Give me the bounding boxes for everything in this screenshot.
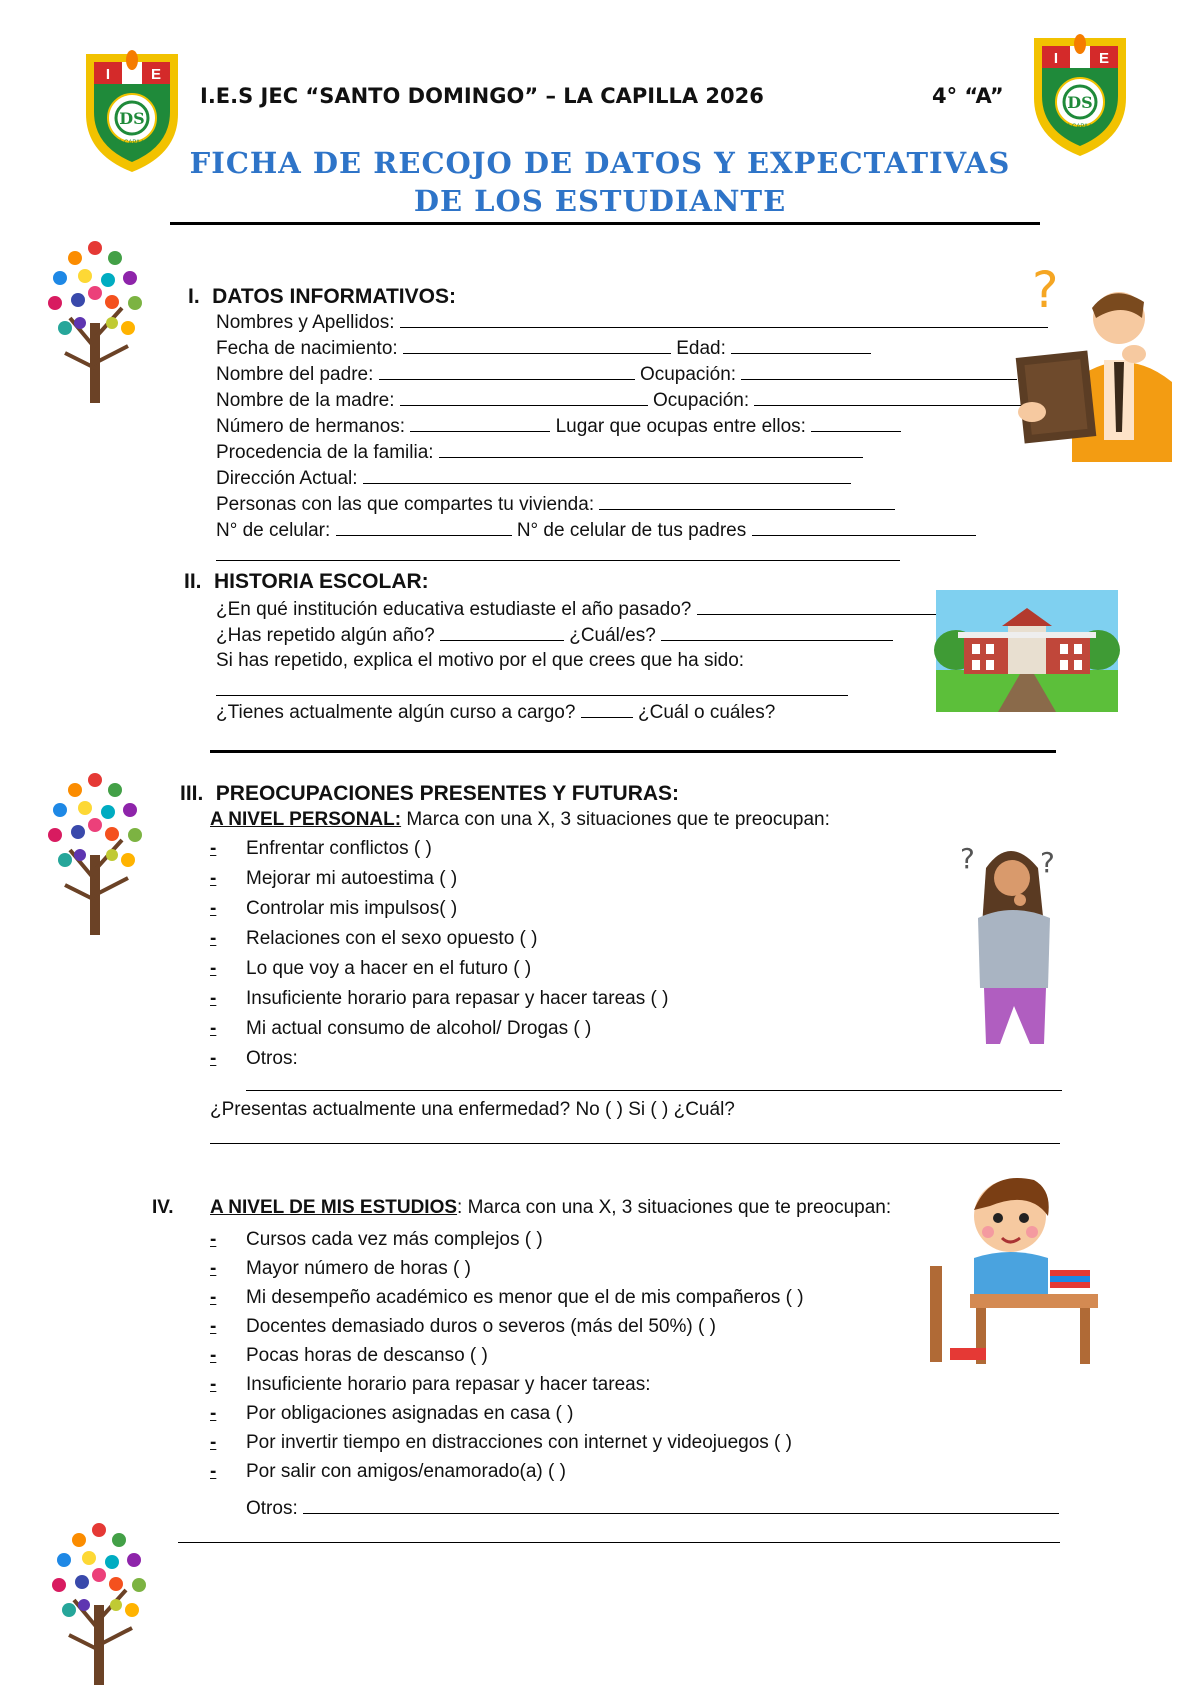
list-dash: - <box>210 1345 217 1366</box>
section1-title: DATOS INFORMATIVOS: <box>212 285 456 308</box>
input-phone[interactable] <box>336 518 512 536</box>
girl-thinking-icon <box>960 838 1070 1048</box>
label-repeated: ¿Has repetido algún año? <box>216 625 435 646</box>
label-mother: Nombre de la madre: <box>216 390 395 411</box>
personal-item[interactable]: Controlar mis impulsos( ) <box>246 898 458 919</box>
label-parents-phone: N° de celular de tus padres <box>516 520 747 541</box>
input-address[interactable] <box>363 466 851 484</box>
title-divider <box>170 222 1040 225</box>
label-origin: Procedencia de la familia: <box>216 442 434 463</box>
list-dash: - <box>210 1229 217 1250</box>
personal-level-label: A NIVEL PERSONAL: <box>210 809 402 830</box>
label-father-occupation: Ocupación: <box>639 364 737 385</box>
label-birth: Fecha de nacimiento: <box>216 338 398 359</box>
section3-heading <box>180 782 679 806</box>
school-shield-right-icon <box>1030 28 1130 158</box>
personal-item[interactable]: Insuficiente horario para repasar y hacer tareas ( ) <box>246 988 669 1009</box>
hands-tree-icon <box>40 760 150 940</box>
hands-tree-icon <box>44 1510 154 1690</box>
section1-heading <box>188 285 456 309</box>
boy-studying-icon <box>930 1166 1096 1366</box>
field-birth <box>216 336 871 361</box>
list-dash: - <box>210 1287 217 1308</box>
list-dash: - <box>210 988 217 1009</box>
shield-letter-e: E <box>150 66 162 83</box>
studies-item[interactable]: Por invertir tiempo en distracciones con internet y videojuegos ( ) <box>246 1432 792 1453</box>
list-dash: - <box>210 898 217 919</box>
field-father <box>216 362 1017 387</box>
label-names: Nombres y Apellidos: <box>216 312 395 333</box>
section1-number: I. <box>188 285 200 308</box>
section1-end-line <box>216 560 900 561</box>
section2-number: II. <box>184 570 202 593</box>
grade-label: 4° “A” <box>932 84 1004 108</box>
personal-item[interactable]: Mejorar mi autoestima ( ) <box>246 868 458 889</box>
input-which-year[interactable] <box>661 623 893 641</box>
personal-item[interactable]: Enfrentar conflictos ( ) <box>246 838 432 859</box>
studies-level-label: A NIVEL DE MIS ESTUDIOS <box>210 1197 458 1218</box>
field-people <box>216 492 895 517</box>
input-origin[interactable] <box>439 440 863 458</box>
list-dash: - <box>210 1258 217 1279</box>
label-mother-occupation: Ocupación: <box>653 390 750 411</box>
input-pending-course[interactable] <box>581 700 633 718</box>
list-dash: - <box>210 838 217 859</box>
page-title-line2: DE LOS ESTUDIANTE <box>413 184 787 218</box>
q-reason: Si has repetido, explica el motivo por el que crees que ha sido: <box>216 650 745 671</box>
list-dash: - <box>210 1374 217 1395</box>
input-birth[interactable] <box>403 336 671 354</box>
studies-item[interactable]: Mi desempeño académico es menor que el de mis compañeros ( ) <box>246 1287 804 1308</box>
studies-level-instruction: : Marca con una X, 3 situaciones que te preocupan: <box>457 1197 892 1218</box>
field-mother <box>216 388 1022 413</box>
studies-item[interactable]: Mayor número de horas ( ) <box>246 1258 471 1279</box>
input-siblings[interactable] <box>410 414 550 432</box>
personal-level-instruction: Marca con una X, 3 situaciones que te preocupan: <box>401 809 830 830</box>
shield-letter-i: I <box>105 66 111 83</box>
label-address: Dirección Actual: <box>216 468 358 489</box>
list-dash: - <box>210 1403 217 1424</box>
q-pending-course <box>216 700 775 725</box>
svg-text:?: ? <box>960 842 975 875</box>
input-mother[interactable] <box>400 388 648 406</box>
studies-item[interactable]: Por salir con amigos/enamorado(a) ( ) <box>246 1461 566 1482</box>
section3-title: PREOCUPACIONES PRESENTES Y FUTURAS: <box>215 782 680 805</box>
section4-subheading <box>210 1196 891 1220</box>
shield-ring-text: LA CAPILLA <box>1063 124 1097 130</box>
input-father[interactable] <box>379 362 635 380</box>
input-illness[interactable] <box>210 1143 1060 1144</box>
section3-subheading <box>210 808 830 832</box>
list-dash: - <box>210 958 217 979</box>
label-position: Lugar que ocupas entre ellos: <box>555 416 806 437</box>
input-studies-others[interactable] <box>303 1496 1059 1514</box>
field-siblings <box>216 414 901 439</box>
svg-text:?: ? <box>1032 261 1059 319</box>
label-studies-others: Otros: <box>246 1498 298 1519</box>
input-parents-phone[interactable] <box>752 518 976 536</box>
personal-item-others[interactable]: Otros: <box>246 1048 298 1069</box>
input-reason-line[interactable] <box>216 695 848 696</box>
field-names <box>216 310 1048 335</box>
label-previous-school: ¿En qué institución educativa estudiaste el año pasado? <box>216 599 692 620</box>
input-previous-school[interactable] <box>697 597 949 615</box>
studies-others <box>246 1496 1059 1521</box>
shield-ring-text: LA CAPILLA <box>115 140 149 146</box>
section2-divider <box>210 750 1056 753</box>
input-position[interactable] <box>811 414 901 432</box>
list-dash: - <box>210 1316 217 1337</box>
studies-item[interactable]: Cursos cada vez más complejos ( ) <box>246 1229 543 1250</box>
studies-item[interactable]: Pocas horas de descanso ( ) <box>246 1345 488 1366</box>
list-dash: - <box>210 1018 217 1039</box>
section2-title: HISTORIA ESCOLAR: <box>213 570 429 593</box>
label-siblings: Número de hermanos: <box>216 416 406 437</box>
section4-number: IV. <box>152 1197 174 1218</box>
personal-item[interactable]: Relaciones con el sexo opuesto ( ) <box>246 928 538 949</box>
studies-item[interactable]: Insuficiente horario para repasar y hacer tareas: <box>246 1374 651 1395</box>
q-previous-school <box>216 597 949 622</box>
teacher-thinking-icon <box>1012 262 1172 462</box>
input-others-personal[interactable] <box>246 1090 1062 1091</box>
section4-end-line <box>178 1542 1060 1543</box>
q-illness: ¿Presentas actualmente una enfermedad? No ( ) Si ( ) ¿Cuál? <box>210 1099 735 1120</box>
hands-tree-icon <box>40 228 150 408</box>
page-title-line1: FICHA DE RECOJO DE DATOS Y EXPECTATIVAS <box>189 146 1011 180</box>
input-names[interactable] <box>400 310 1048 328</box>
list-dash: - <box>210 1432 217 1453</box>
field-phone <box>216 518 976 543</box>
section4-heading <box>152 1196 174 1220</box>
label-which-year: ¿Cuál/es? <box>569 625 656 646</box>
field-address <box>216 466 851 491</box>
label-pending-course: ¿Tienes actualmente algún curso a cargo? <box>216 702 576 723</box>
list-dash: - <box>210 1461 217 1482</box>
list-dash: - <box>210 928 217 949</box>
studies-item[interactable]: Docentes demasiado duros o severos (más del 50%) ( ) <box>246 1316 716 1337</box>
svg-text:DS: DS <box>119 109 145 128</box>
label-age: Edad: <box>676 338 726 359</box>
q-repeated <box>216 623 893 648</box>
svg-text:DS: DS <box>1067 93 1093 112</box>
input-repeated[interactable] <box>440 623 564 641</box>
school-building-icon <box>936 590 1118 712</box>
personal-item[interactable]: Lo que voy a hacer en el futuro ( ) <box>246 958 532 979</box>
list-dash: - <box>210 868 217 889</box>
label-which-courses: ¿Cuál o cuáles? <box>638 702 776 723</box>
shield-letter-i: I <box>1053 50 1059 67</box>
section3-number: III. <box>180 782 204 805</box>
input-age[interactable] <box>731 336 871 354</box>
field-origin <box>216 440 863 465</box>
input-father-occupation[interactable] <box>741 362 1017 380</box>
shield-letter-e: E <box>1098 50 1110 67</box>
input-mother-occupation[interactable] <box>754 388 1022 406</box>
list-dash: - <box>210 1048 217 1069</box>
svg-text:?: ? <box>1040 846 1055 879</box>
school-name: I.E.S JEC “SANTO DOMINGO” – LA CAPILLA 2026 <box>200 84 764 108</box>
input-people[interactable] <box>599 492 895 510</box>
label-people: Personas con las que compartes tu vivienda: <box>216 494 595 515</box>
section2-heading <box>184 570 429 594</box>
studies-item[interactable]: Por obligaciones asignadas en casa ( ) <box>246 1403 574 1424</box>
personal-item[interactable]: Mi actual consumo de alcohol/ Drogas ( ) <box>246 1018 592 1039</box>
label-phone: N° de celular: <box>216 520 331 541</box>
label-father: Nombre del padre: <box>216 364 374 385</box>
